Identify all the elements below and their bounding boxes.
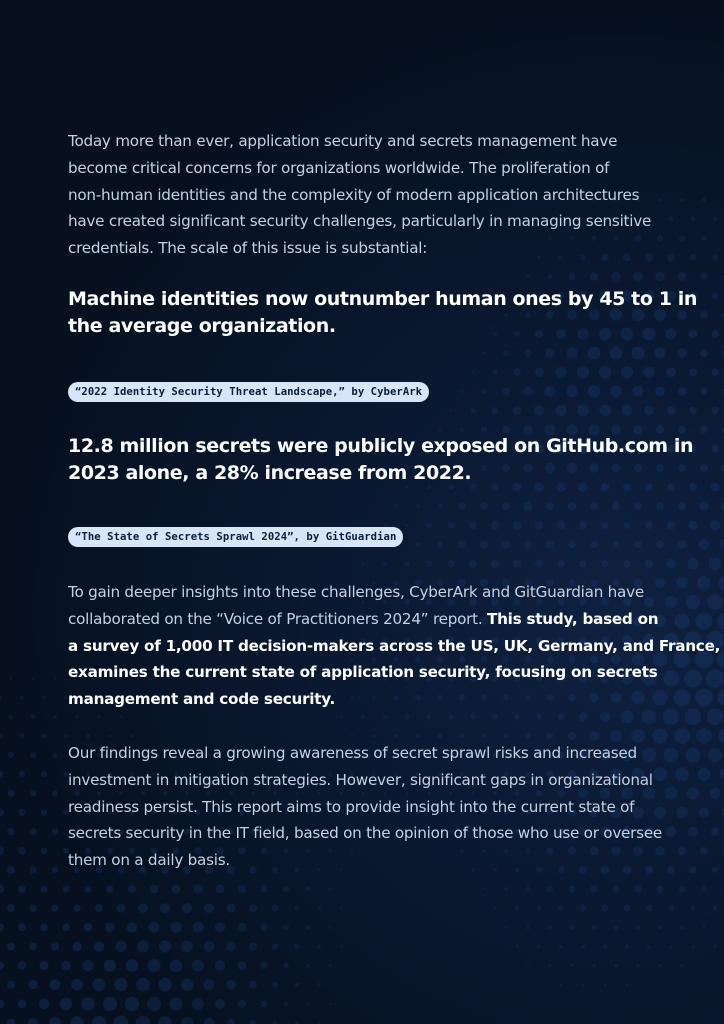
findings-paragraph xyxy=(68,740,663,874)
intro-line: have created significant security challenges, particularly in managing sensitive xyxy=(68,212,652,231)
stat-line: 12.8 million secrets were publicly exposed on GitHub.com in xyxy=(68,434,694,457)
findings-line: secrets security in the IT field, based on the opinion of those who use or oversee xyxy=(68,824,663,843)
intro-paragraph xyxy=(68,128,658,262)
source-pill: “The State of Secrets Sprawl 2024”, by GitGuardian xyxy=(68,527,403,547)
stat-line: 2023 alone, a 28% increase from 2022. xyxy=(68,461,472,484)
machine-identity-stat xyxy=(68,286,697,340)
findings-line: readiness persist. This report aims to provide insight into the current state of xyxy=(68,797,635,816)
stat-line: the average organization. xyxy=(68,314,336,337)
github-secrets-stat xyxy=(68,433,694,487)
intro-line: Today more than ever, application security and secrets management have xyxy=(68,132,618,150)
stat-line: Machine identities now outnumber human ones by 45 to 1 in xyxy=(68,287,697,310)
report-content xyxy=(68,128,721,874)
study-line-normal: collaborated on the “Voice of Practitioners 2024” report. xyxy=(68,609,487,628)
study-line-bold: a survey of 1,000 IT decision-makers across the US, UK, Germany, and France, xyxy=(68,636,721,655)
study-line xyxy=(68,606,658,633)
intro-line: become critical concerns for organizations worldwide. The proliferation of xyxy=(68,158,610,177)
study-line: To gain deeper insights into these challenges, CyberArk and GitGuardian have xyxy=(68,582,644,601)
intro-line: credentials. The scale of this issue is substantial: xyxy=(68,239,428,258)
findings-line: investment in mitigation strategies. However, significant gaps in organizational xyxy=(68,770,653,789)
study-line-bold: management and code security. xyxy=(68,690,336,709)
findings-line: them on a daily basis. xyxy=(68,851,230,870)
study-line-bold: examines the current state of application security, focusing on secrets xyxy=(68,663,658,682)
intro-line: non-human identities and the complexity of modern application architectures xyxy=(68,185,640,204)
study-paragraph xyxy=(68,579,721,713)
source-citation-cyberark xyxy=(68,380,658,402)
source-pill: “2022 Identity Security Threat Landscape,” by CyberArk xyxy=(68,382,429,402)
source-citation-gitguardian xyxy=(68,525,658,547)
findings-line: Our findings reveal a growing awareness of secret sprawl risks and increased xyxy=(68,743,637,762)
study-line-bold: This study, based on xyxy=(487,609,659,628)
